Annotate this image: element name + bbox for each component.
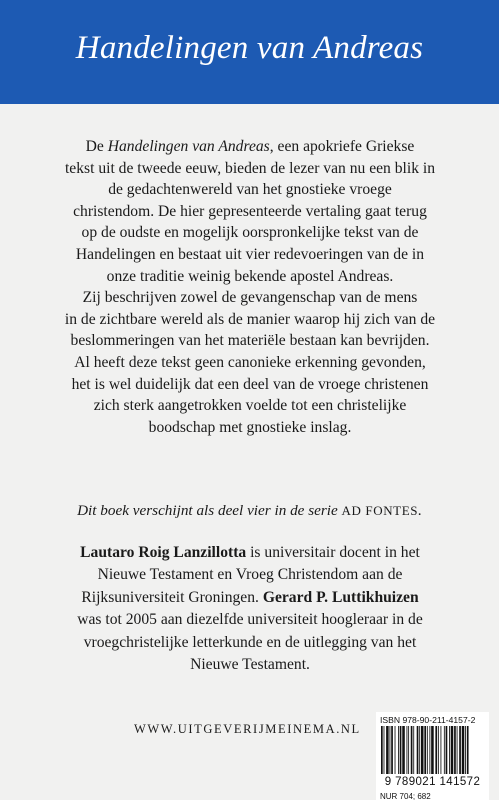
description-line: christendom. De hier gepresenteerde vertaling gaat terug	[73, 202, 427, 220]
description-line: Al heeft deze tekst geen canonieke erkenning gevonden,	[74, 353, 426, 371]
author-line: Nieuwe Testament.	[190, 656, 310, 674]
isbn-text: ISBN 978-90-211-4157-2	[380, 715, 476, 725]
series-note	[0, 502, 499, 520]
description-line: in de zichtbare wereld als de manier waarop hij zich van de	[64, 310, 436, 328]
description-line: het is wel duidelijk dat een deel van de vroege christenen	[71, 375, 429, 393]
barcode-digits: 9 789021 141572	[384, 776, 481, 788]
barcode-bar	[384, 726, 385, 774]
barcode-bar	[457, 726, 458, 774]
barcode-bar	[435, 726, 437, 774]
barcode-bar	[407, 726, 408, 774]
barcode-bar	[429, 726, 430, 774]
author-line: vroegchristelijke letterkunde en de uitlegging van het	[83, 633, 417, 651]
barcode-bar	[390, 726, 391, 774]
barcode-bar	[424, 726, 426, 774]
isbn-barcode	[376, 712, 489, 800]
barcode-bar	[454, 726, 456, 774]
barcode-bar	[417, 726, 419, 774]
barcode-bar	[402, 726, 405, 774]
barcode-bar	[391, 726, 393, 774]
author-line	[40, 542, 460, 564]
author-text: Rijksuniversiteit Groningen.	[81, 588, 263, 606]
barcode-bar	[459, 726, 461, 774]
author-bios	[40, 542, 460, 676]
description-title-italic: Handelingen van Andreas	[107, 138, 270, 155]
publisher-url[interactable]: WWW.UITGEVERIJMEINEMA.NL	[134, 722, 361, 736]
barcode-bar	[395, 726, 396, 774]
description-line: tekst uit de tweede eeuw, bieden de lezer van nu een blik in	[64, 159, 436, 177]
description-text: De	[85, 138, 108, 155]
barcode-bar	[398, 726, 399, 774]
book-description	[40, 136, 460, 438]
barcode-bar	[381, 726, 383, 774]
barcode-bar	[421, 726, 424, 774]
barcode-bar	[465, 726, 466, 774]
description-line: beslommeringen van het materiële bestaan kan bevrijden.	[70, 332, 430, 350]
barcode-bar	[444, 726, 445, 774]
series-period: .	[418, 502, 422, 519]
author-name: Gerard P. Luttikhuizen	[262, 588, 419, 606]
barcode-bar	[449, 726, 450, 774]
author-line: was tot 2005 aan diezelfde universiteit hoogleraar in de	[77, 611, 423, 629]
barcode-bar	[446, 726, 448, 774]
description-line: Zij beschrijven zowel de gevangenschap van de mens	[82, 289, 418, 307]
description-line: op de oudste en mogelijk oorspronkelijke tekst van de	[81, 224, 419, 242]
barcode-bar	[386, 726, 389, 774]
barcode-bar	[413, 726, 414, 774]
description-line: onze traditie weinig bekende apostel Andreas.	[106, 267, 394, 285]
title-banner	[0, 0, 499, 104]
series-text: Dit boek verschijnt als deel vier in de serie	[77, 502, 338, 519]
description-line: de gedachtenwereld van het gnostieke vroege	[108, 181, 392, 199]
series-name: AD FONTES	[341, 503, 419, 518]
barcode-bar	[431, 726, 434, 774]
description-line: Handelingen en bestaat uit vier redevoeringen van de in	[75, 245, 425, 263]
barcode-bar	[419, 726, 420, 774]
barcode-bar	[441, 726, 442, 774]
barcode-bar	[400, 726, 402, 774]
barcode-bars	[378, 726, 487, 776]
nur-code: NUR 704; 682	[380, 792, 431, 800]
description-text: , een apokriefe Griekse	[269, 138, 415, 155]
author-line	[40, 587, 460, 609]
barcode-bar	[408, 726, 409, 774]
barcode-bar	[438, 726, 439, 774]
barcode-bar	[427, 726, 428, 774]
description-line: boodschap met gnostieke inslag.	[148, 418, 352, 436]
author-text: is universitair docent in het	[246, 544, 420, 561]
barcode-bar	[467, 726, 469, 774]
author-name: Lautaro Roig Lanzillotta	[80, 544, 247, 561]
description-line	[40, 136, 460, 158]
author-line: Nieuwe Testament en Vroeg Christendom aan de	[97, 566, 403, 584]
description-line: zich sterk aangetrokken voelde tot een christelijke	[93, 397, 407, 415]
barcode-bar	[462, 726, 465, 774]
barcode-bar	[451, 726, 454, 774]
book-title: Handelingen van Andreas	[75, 30, 424, 66]
barcode-bar	[411, 726, 413, 774]
